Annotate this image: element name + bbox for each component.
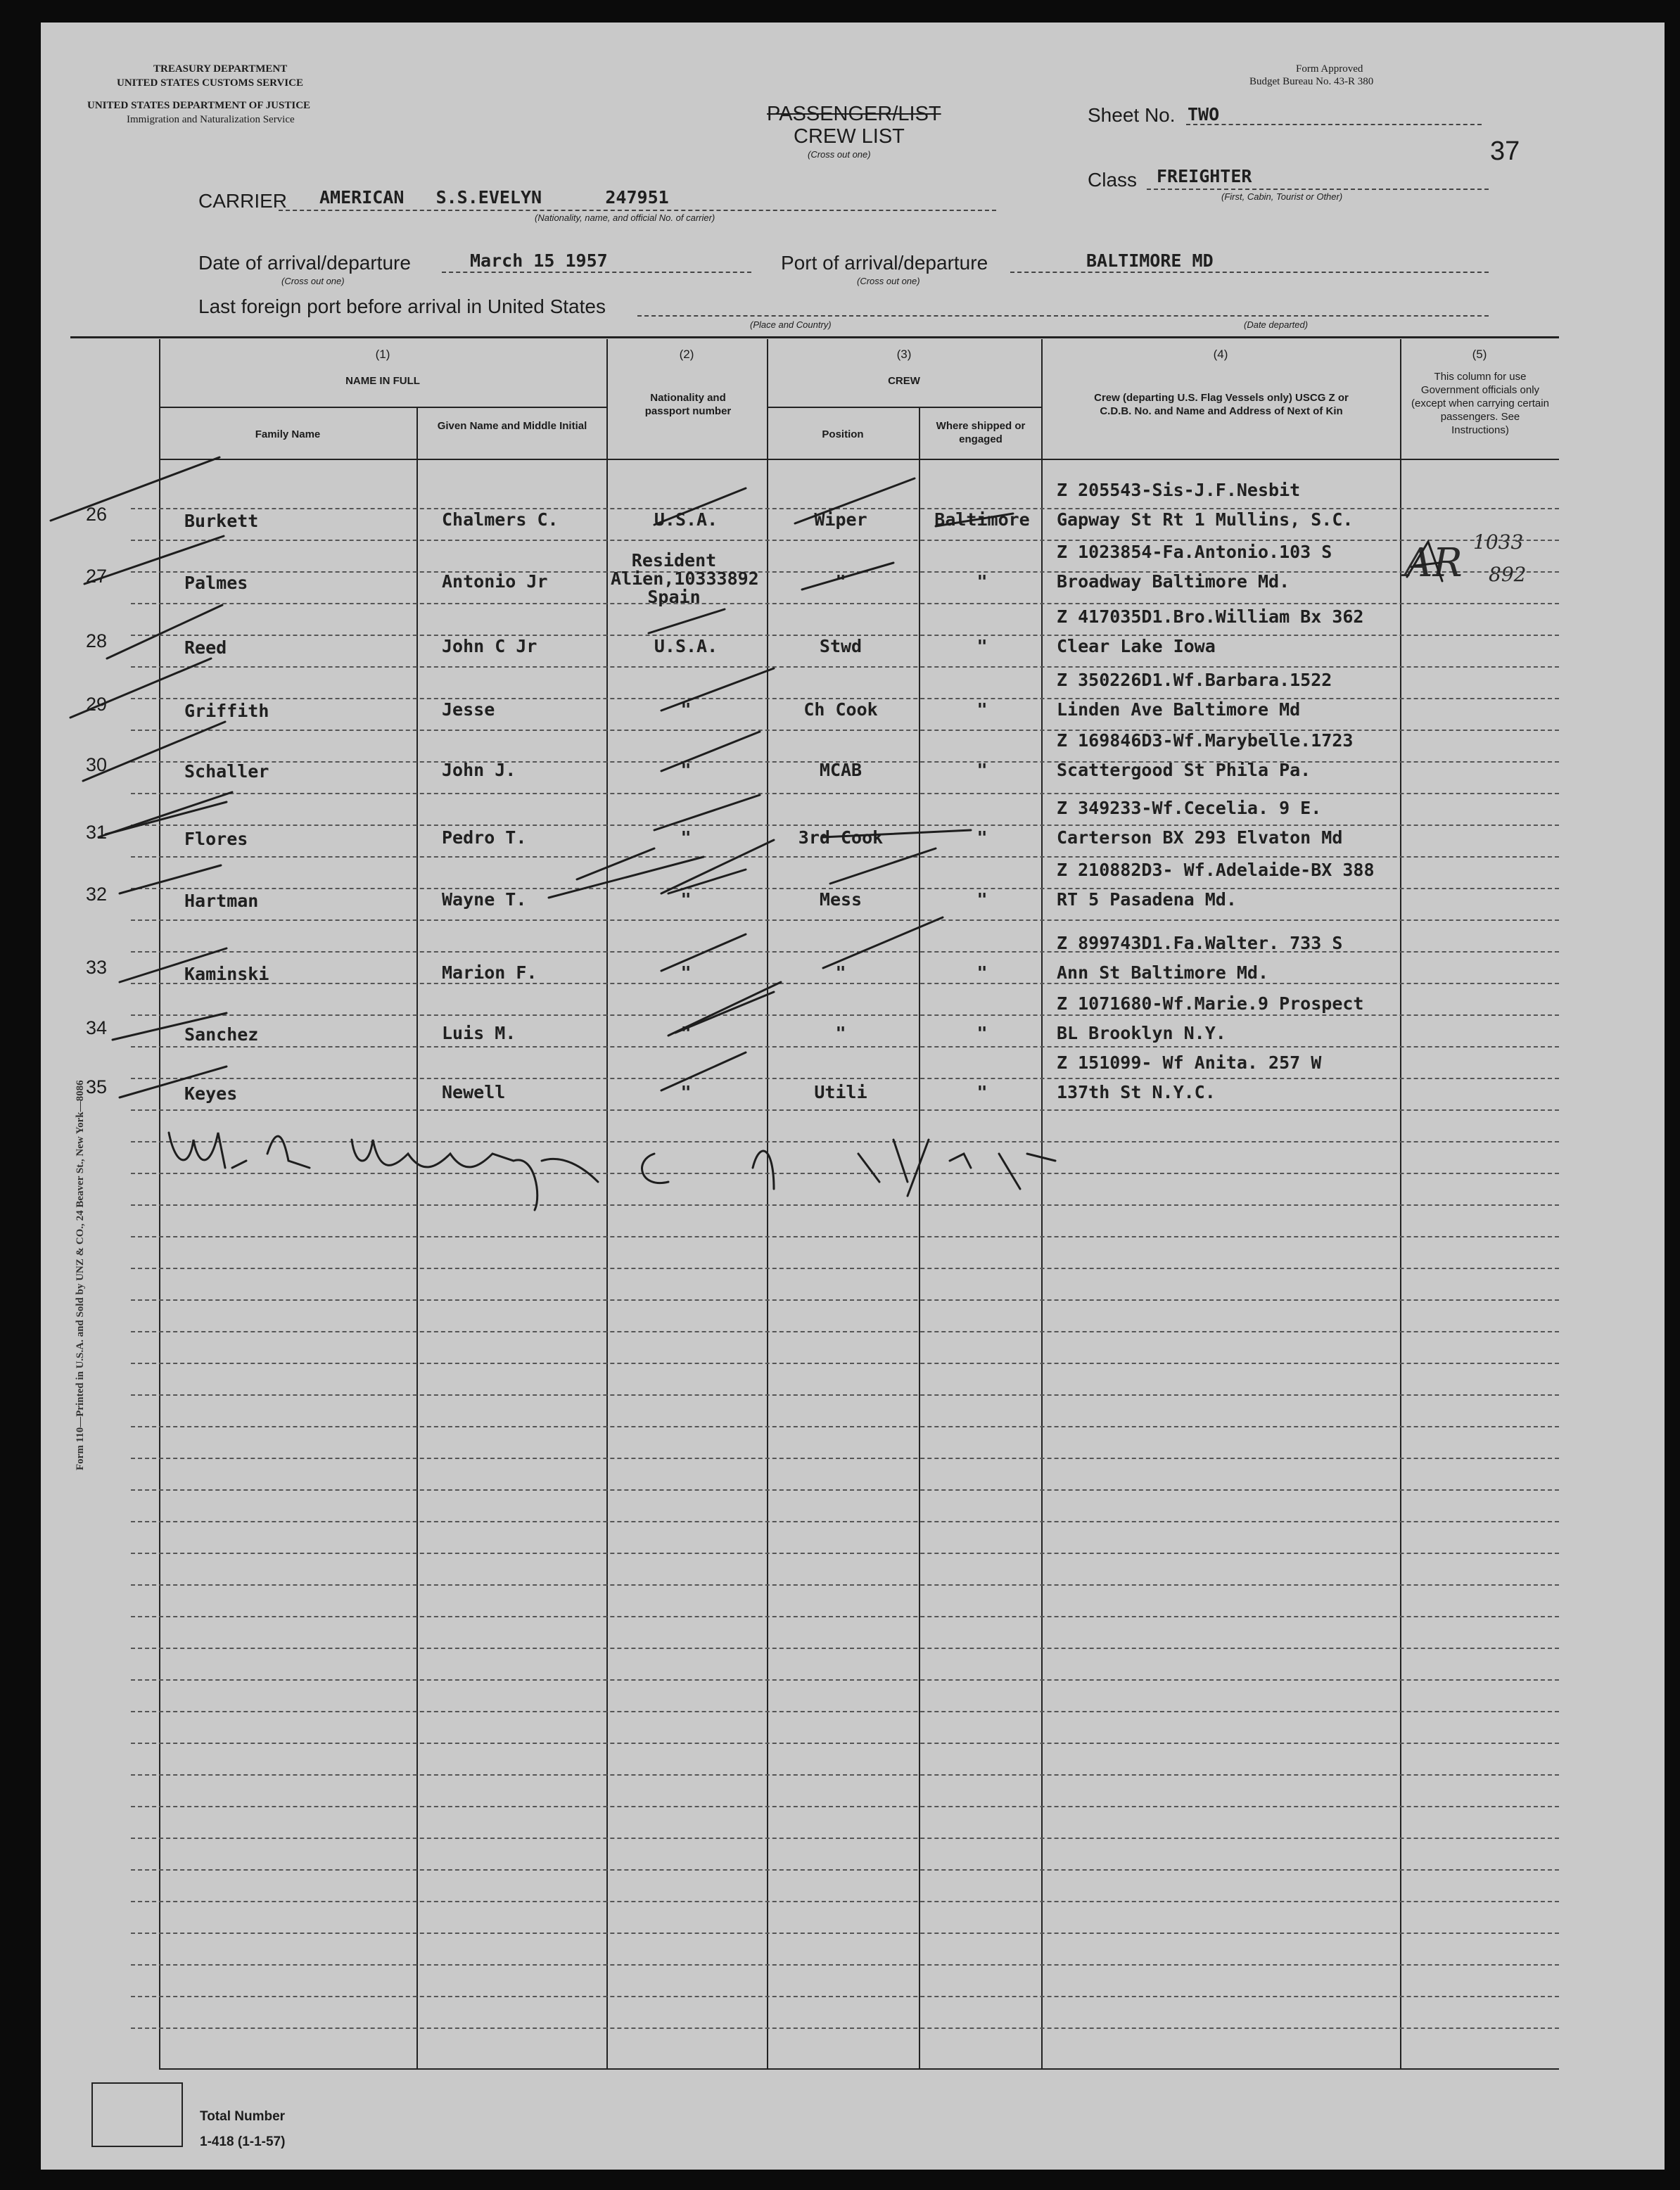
row-number: 29: [86, 694, 108, 715]
next-of-kin-line-2: Clear Lake Iowa: [1057, 636, 1216, 656]
next-of-kin-line-1: Z 1071680-Wf.Marie.9 Prospect: [1057, 993, 1364, 1014]
class-value: FREIGHTER: [1157, 166, 1252, 186]
col4-number: (4): [1213, 348, 1228, 361]
col1-title: NAME IN FULL: [345, 375, 420, 387]
position: MCAB: [819, 760, 863, 780]
position: Ch Cook: [803, 699, 878, 720]
budget-bureau: Budget Bureau No. 43-R 380: [1249, 76, 1374, 87]
col3-number: (3): [896, 348, 912, 361]
immigration-service: Immigration and Naturalization Service: [127, 114, 295, 125]
next-of-kin-line-1: Z 169846D3-Wf.Marybelle.1723: [1057, 730, 1354, 751]
row-number: 31: [86, 822, 108, 843]
given-name: Pedro T.: [442, 827, 527, 848]
position: Mess: [819, 889, 863, 910]
nationality: ": [680, 889, 692, 910]
nationality-header: Nationality and passport number: [644, 392, 732, 417]
next-of-kin-line-2: 137th St N.Y.C.: [1057, 1082, 1216, 1102]
position: 3rd Cook: [798, 827, 884, 848]
given-name: Jesse: [442, 699, 495, 720]
carrier-note: (Nationality, name, and official No. of carrier): [535, 212, 715, 223]
shipped-header: Where shipped or engaged: [936, 420, 1026, 445]
port-note: (Cross out one): [857, 276, 920, 286]
row-number: 28: [86, 630, 108, 651]
position: ": [835, 571, 846, 592]
cross-out-note: (Cross out one): [808, 149, 871, 160]
nationality: U.S.A.: [654, 636, 718, 656]
nationality: ": [680, 1023, 692, 1043]
where-shipped: ": [976, 636, 988, 656]
col5-number: (5): [1472, 348, 1487, 361]
given-name: John C Jr: [442, 636, 537, 656]
given-name: John J.: [442, 760, 516, 780]
next-of-kin-line-1: Z 349233-Wf.Cecelia. 9 E.: [1057, 798, 1322, 818]
department-of-justice: UNITED STATES DEPARTMENT OF JUSTICE: [87, 100, 311, 111]
next-of-kin-line-2: RT 5 Pasadena Md.: [1057, 889, 1237, 910]
place-note: (Place and Country): [750, 319, 832, 330]
family-name: Palmes: [184, 573, 248, 593]
carrier-value: AMERICAN S.S.EVELYN 247951: [319, 187, 669, 208]
next-of-kin-line-1: Z 417035D1.Bro.William Bx 362: [1057, 606, 1364, 627]
next-of-kin-line-1: Z 350226D1.Wf.Barbara.1522: [1057, 670, 1332, 690]
position: ": [835, 1023, 846, 1043]
position: Stwd: [819, 636, 863, 656]
last-port-label: Last foreign port before arrival in United States: [198, 295, 606, 317]
nationality: ": [680, 1082, 692, 1102]
crew-list-title: CREW LIST: [794, 125, 905, 148]
col2-number: (2): [679, 348, 694, 361]
next-of-kin-line-2: Broadway Baltimore Md.: [1057, 571, 1290, 592]
printer-side-text: Form 110—Printed in U.S.A. and Sold by UNZ & CO., 24 Beaver St., New York—8086: [75, 1080, 86, 1470]
where-shipped: ": [976, 760, 988, 780]
row-number: 35: [86, 1076, 108, 1097]
row-number: 33: [86, 957, 108, 978]
ar-number-1: 1033: [1473, 530, 1524, 554]
nationality: ": [680, 699, 692, 720]
position-header: Position: [822, 428, 864, 440]
next-of-kin-line-2: Carterson BX 293 Elvaton Md: [1057, 827, 1343, 848]
position: ": [835, 962, 846, 983]
form-approved: Form Approved: [1296, 63, 1363, 75]
next-of-kin-line-1: Z 210882D3- Wf.Adelaide-BX 388: [1057, 860, 1375, 880]
given-name: Luis M.: [442, 1023, 516, 1043]
given-name: Antonio Jr: [442, 571, 548, 592]
family-name-header: Family Name: [255, 428, 321, 440]
port-label: Port of arrival/departure: [781, 252, 988, 274]
col1-number: (1): [375, 348, 390, 361]
family-name: Reed: [184, 637, 227, 658]
sheet-value: TWO: [1188, 104, 1220, 125]
government-use-header: This column for use Government officials only (except when carrying certain passengers. See Instructions): [1411, 371, 1549, 436]
where-shipped: ": [976, 962, 988, 983]
row-number: 32: [86, 884, 108, 905]
class-note: (First, Cabin, Tourist or Other): [1221, 191, 1343, 202]
ar-annotation: AR: [1404, 540, 1463, 586]
nationality: ": [680, 827, 692, 848]
row-number: 27: [86, 566, 108, 587]
given-name: Chalmers C.: [442, 509, 559, 530]
crew-header: CREW: [888, 375, 920, 387]
family-name: Burkett: [184, 511, 259, 531]
nationality: ": [680, 760, 692, 780]
date-value: March 15 1957: [470, 250, 608, 271]
customs-service: UNITED STATES CUSTOMS SERVICE: [117, 77, 303, 89]
where-shipped: ": [976, 827, 988, 848]
total-number-label: Total Number: [200, 2109, 286, 2124]
family-name: Griffith: [184, 701, 269, 721]
family-name: Schaller: [184, 761, 269, 782]
given-name: Marion F.: [442, 962, 537, 983]
ar-number-2: 892: [1489, 563, 1527, 586]
next-of-kin-line-2: Ann St Baltimore Md.: [1057, 962, 1269, 983]
treasury-department: TREASURY DEPARTMENT: [153, 63, 288, 75]
where-shipped: ": [976, 699, 988, 720]
next-of-kin-line-1: Z 205543-Sis-J.F.Nesbit: [1057, 480, 1301, 500]
next-of-kin-line-2: Scattergood St Phila Pa.: [1057, 760, 1311, 780]
where-shipped: Baltimore: [934, 509, 1030, 530]
next-of-kin-line-2: BL Brooklyn N.Y.: [1057, 1023, 1226, 1043]
carrier-label: CARRIER: [198, 190, 288, 212]
page-number: 37: [1490, 136, 1520, 166]
form-code: 1-418 (1-1-57): [200, 2134, 286, 2149]
date-label: Date of arrival/departure: [198, 252, 411, 274]
nationality: ": [680, 962, 692, 983]
sheet-label: Sheet No.: [1088, 104, 1176, 126]
next-of-kin-line-1: Z 1023854-Fa.Antonio.103 S: [1057, 542, 1332, 562]
family-name: Sanchez: [184, 1024, 259, 1045]
nationality: Resident Alien,10333892 Spain: [611, 550, 759, 607]
nationality: U.S.A.: [654, 509, 718, 530]
where-shipped: ": [976, 889, 988, 910]
date-note: (Cross out one): [281, 276, 345, 286]
given-name: Newell: [442, 1082, 506, 1102]
position: Utili: [814, 1082, 867, 1102]
next-of-kin-line-2: Linden Ave Baltimore Md: [1057, 699, 1301, 720]
where-shipped: ": [976, 1023, 988, 1043]
given-name: Wayne T.: [442, 889, 527, 910]
row-number: 26: [86, 504, 108, 525]
family-name: Flores: [184, 829, 248, 849]
where-shipped: ": [976, 571, 988, 592]
family-name: Hartman: [184, 891, 259, 911]
given-name-header: Given Name and Middle Initial: [437, 420, 587, 432]
passenger-list-title: PASSENGER/LIST: [767, 103, 941, 125]
next-of-kin-line-1: Z 899743D1.Fa.Walter. 733 S: [1057, 933, 1343, 953]
next-of-kin-line-1: Z 151099- Wf Anita. 257 W: [1057, 1052, 1322, 1073]
where-shipped: ": [976, 1082, 988, 1102]
next-of-kin-line-2: Gapway St Rt 1 Mullins, S.C.: [1057, 509, 1354, 530]
family-name: Kaminski: [184, 964, 269, 984]
port-value: BALTIMORE MD: [1086, 250, 1214, 271]
date-departed-note: (Date departed): [1244, 319, 1309, 330]
position: Wiper: [814, 509, 867, 530]
next-of-kin-header: Crew (departing U.S. Flag Vessels only) USCG Z or C.D.B. No. and Name and Address of Next of Kin: [1094, 392, 1349, 417]
family-name: Keyes: [184, 1083, 238, 1104]
row-number: 34: [86, 1017, 108, 1038]
class-label: Class: [1088, 169, 1138, 191]
row-number: 30: [86, 754, 108, 775]
